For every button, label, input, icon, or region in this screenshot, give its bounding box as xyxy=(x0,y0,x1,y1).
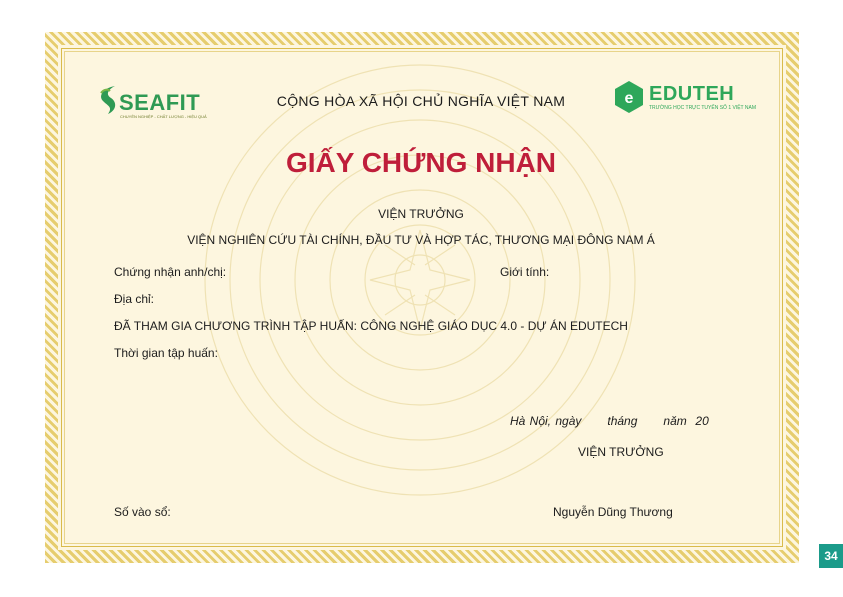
national-motto: CỘNG HÒA XÃ HỘI CHỦ NGHĨA VIỆT NAM xyxy=(276,93,566,109)
signer-name: Nguyễn Dũng Thương xyxy=(553,505,673,519)
seafit-tagline: CHUYÊN NGHIỆP - CHẤT LƯỢNG - HIỆU QUẢ xyxy=(120,114,207,119)
seafit-logo xyxy=(95,83,205,123)
seafit-logo-text: SEAFIT xyxy=(119,90,201,115)
signer-title: VIỆN TRƯỞNG xyxy=(578,445,664,459)
certificate-title: GIẤY CHỨNG NHẬN xyxy=(285,147,557,178)
institute-name: VIỆN NGHIÊN CỨU TÀI CHÍNH, ĐẦU TƯ VÀ HỢP TÁC, THƯƠNG MẠI ĐÔNG NAM Á xyxy=(187,233,655,247)
date-line: Hà Nội, ngày tháng năm 20 xyxy=(510,414,709,428)
eduteh-logo xyxy=(612,80,762,116)
registry-number-label: Số vào sổ: xyxy=(114,505,171,519)
address-label: Địa chỉ: xyxy=(114,292,155,306)
gender-label: Giới tính: xyxy=(500,265,550,279)
inner-frame-line-thin xyxy=(64,51,780,544)
recipient-label: Chứng nhận anh/chị: xyxy=(114,265,227,279)
program-statement: ĐÃ THAM GIA CHƯƠNG TRÌNH TẬP HUẤN: CÔNG NGHỆ GIÁO DỤC 4.0 - DỰ ÁN EDUTECH xyxy=(114,319,628,333)
issuer-title: VIỆN TRƯỞNG xyxy=(378,207,464,221)
svg-text:e: e xyxy=(624,90,634,107)
eduteh-tagline: TRƯỜNG HỌC TRỰC TUYẾN SỐ 1 VIỆT NAM xyxy=(649,105,757,111)
eduteh-hexagon-icon xyxy=(612,80,646,114)
training-time-label: Thời gian tập huấn: xyxy=(114,346,218,360)
page-number-badge: 34 xyxy=(819,544,843,568)
eduteh-logo-text: EDUTEH xyxy=(649,83,735,105)
